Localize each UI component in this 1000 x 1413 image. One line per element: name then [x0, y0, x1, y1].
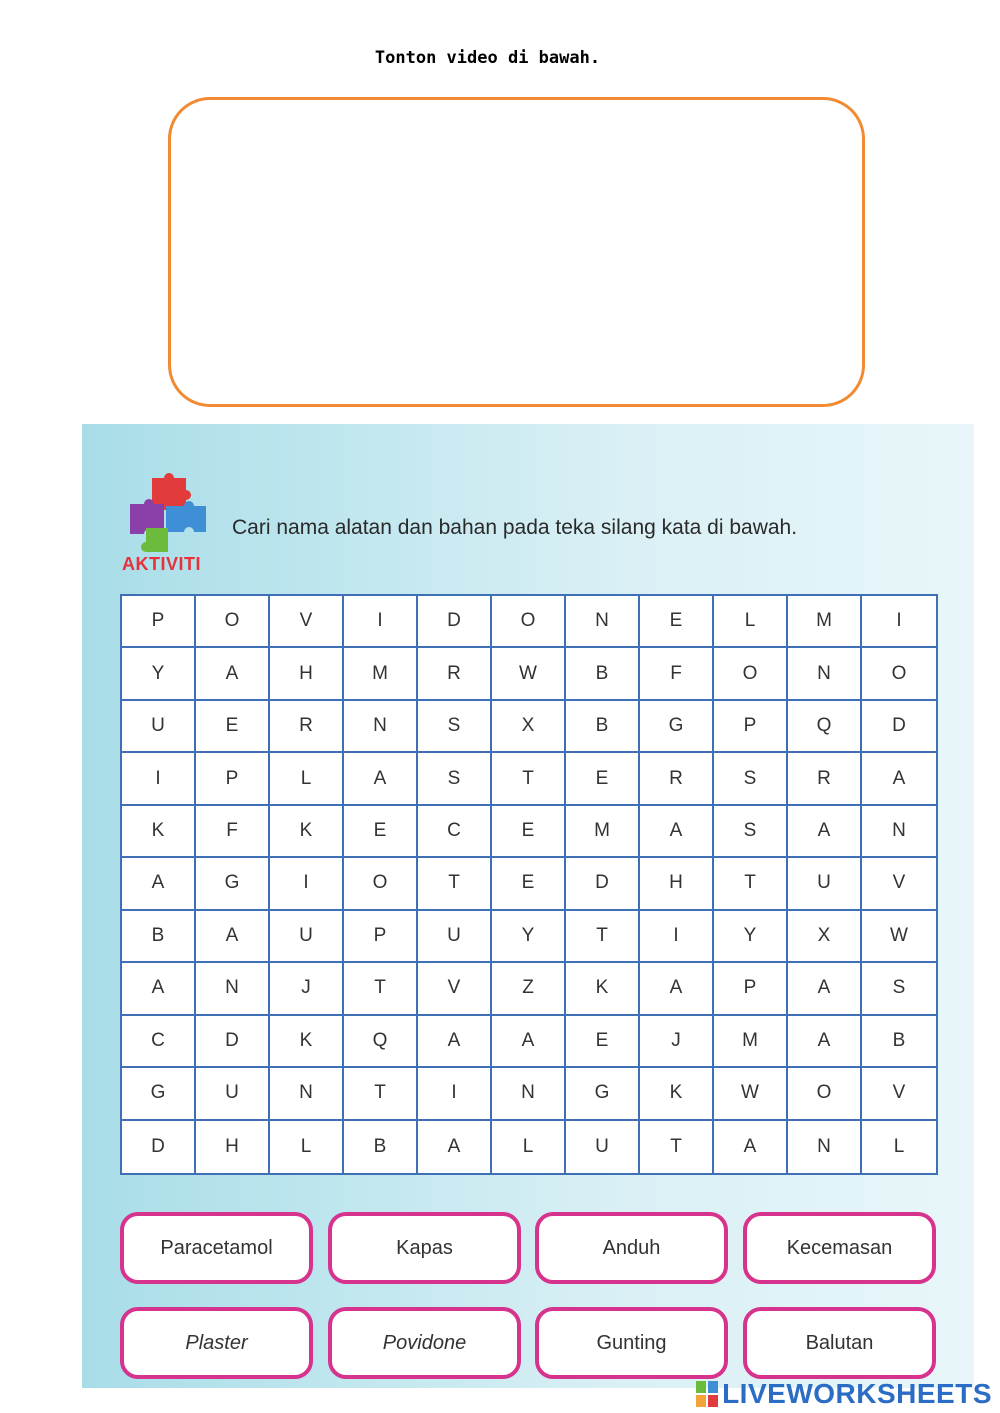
grid-cell[interactable]: I	[344, 596, 418, 648]
puzzle-icon	[122, 466, 218, 556]
word-card[interactable]: Kapas	[328, 1212, 521, 1284]
grid-cell[interactable]: I	[862, 596, 936, 648]
grid-cell[interactable]: H	[270, 648, 344, 700]
activity-logo	[122, 466, 218, 576]
grid-cell[interactable]: N	[788, 1121, 862, 1173]
grid-cell[interactable]: E	[640, 596, 714, 648]
grid-cell[interactable]: X	[492, 701, 566, 753]
grid-cell[interactable]: M	[714, 1016, 788, 1068]
grid-cell[interactable]: Q	[788, 701, 862, 753]
grid-cell[interactable]: N	[196, 963, 270, 1015]
word-search-grid	[120, 594, 938, 1175]
grid-cell[interactable]: A	[788, 963, 862, 1015]
grid-cell[interactable]: A	[122, 963, 196, 1015]
grid-cell[interactable]: K	[270, 806, 344, 858]
grid-cell[interactable]: T	[566, 911, 640, 963]
grid-cell[interactable]: P	[344, 911, 418, 963]
grid-cell[interactable]: A	[640, 963, 714, 1015]
grid-cell[interactable]: U	[566, 1121, 640, 1173]
grid-cell[interactable]: N	[344, 701, 418, 753]
grid-cell[interactable]: I	[270, 858, 344, 910]
grid-cell[interactable]: T	[344, 1068, 418, 1120]
grid-cell[interactable]: K	[640, 1068, 714, 1120]
grid-cell[interactable]: N	[862, 806, 936, 858]
grid-cell[interactable]: L	[714, 596, 788, 648]
grid-cell[interactable]: N	[788, 648, 862, 700]
grid-cell[interactable]: G	[122, 1068, 196, 1120]
grid-cell[interactable]: Y	[122, 648, 196, 700]
grid-cell[interactable]: I	[122, 753, 196, 805]
brand-logo	[696, 1378, 992, 1410]
grid-cell[interactable]: U	[122, 701, 196, 753]
grid-cell[interactable]: T	[714, 858, 788, 910]
grid-cell[interactable]: A	[122, 858, 196, 910]
grid-cell[interactable]: C	[418, 806, 492, 858]
grid-cell[interactable]: G	[566, 1068, 640, 1120]
grid-cell[interactable]: R	[640, 753, 714, 805]
grid-cell[interactable]: Y	[714, 911, 788, 963]
word-card[interactable]: Povidone	[328, 1307, 521, 1379]
grid-cell[interactable]: T	[492, 753, 566, 805]
grid-cell[interactable]: A	[714, 1121, 788, 1173]
grid-cell[interactable]: D	[196, 1016, 270, 1068]
grid-cell[interactable]: J	[270, 963, 344, 1015]
grid-cell[interactable]: R	[270, 701, 344, 753]
word-card[interactable]: Kecemasan	[743, 1212, 936, 1284]
grid-cell[interactable]: R	[418, 648, 492, 700]
grid-cell[interactable]: S	[714, 753, 788, 805]
grid-cell[interactable]: O	[788, 1068, 862, 1120]
grid-cell[interactable]: O	[714, 648, 788, 700]
grid-cell[interactable]: A	[788, 806, 862, 858]
grid-cell[interactable]: A	[344, 753, 418, 805]
grid-cell[interactable]: V	[862, 1068, 936, 1120]
grid-cell[interactable]: G	[196, 858, 270, 910]
task-instruction: Cari nama alatan dan bahan pada teka silang kata di bawah.	[232, 516, 798, 539]
grid-cell[interactable]: P	[714, 963, 788, 1015]
grid-cell[interactable]: O	[492, 596, 566, 648]
grid-cell[interactable]: E	[492, 806, 566, 858]
grid-cell[interactable]: V	[270, 596, 344, 648]
grid-cell[interactable]: E	[344, 806, 418, 858]
grid-cell[interactable]: B	[862, 1016, 936, 1068]
grid-cell[interactable]: Z	[492, 963, 566, 1015]
activity-label: AKTIVITI	[122, 554, 201, 574]
grid-cell[interactable]: K	[122, 806, 196, 858]
grid-cell[interactable]: P	[714, 701, 788, 753]
grid-cell[interactable]: A	[862, 753, 936, 805]
grid-cell[interactable]: O	[196, 596, 270, 648]
grid-cell[interactable]: A	[640, 806, 714, 858]
grid-cell[interactable]: T	[640, 1121, 714, 1173]
grid-cell[interactable]: L	[893, 1135, 905, 1157]
grid-cell[interactable]: U	[196, 1068, 270, 1120]
grid-cell[interactable]: A	[788, 1016, 862, 1068]
grid-cell[interactable]: L	[492, 1121, 566, 1173]
grid-cell[interactable]: W	[862, 911, 936, 963]
word-card[interactable]: Paracetamol	[120, 1212, 313, 1284]
grid-cell[interactable]: A	[418, 1016, 492, 1068]
grid-cell[interactable]: S	[714, 806, 788, 858]
grid-cell[interactable]: G	[640, 701, 714, 753]
grid-cell[interactable]: I	[640, 911, 714, 963]
grid-cell[interactable]: A	[418, 1121, 492, 1173]
grid-cell[interactable]: Y	[492, 911, 566, 963]
grid-cell[interactable]: S	[862, 963, 936, 1015]
grid-cell[interactable]: N	[566, 596, 640, 648]
grid-cell[interactable]: H	[196, 1121, 270, 1173]
grid-cell[interactable]: F	[196, 806, 270, 858]
grid-cell[interactable]: C	[122, 1016, 196, 1068]
grid-cell[interactable]: K	[270, 1016, 344, 1068]
grid-cell[interactable]: B	[344, 1121, 418, 1173]
grid-cell[interactable]: B	[122, 911, 196, 963]
grid-cell[interactable]: A	[196, 911, 270, 963]
grid-cell[interactable]: E	[566, 753, 640, 805]
grid-cell[interactable]: W	[492, 648, 566, 700]
video-placeholder[interactable]	[168, 97, 865, 407]
grid-cell[interactable]: W	[714, 1068, 788, 1120]
grid-cell[interactable]: T	[344, 963, 418, 1015]
grid-cell[interactable]: B	[566, 701, 640, 753]
grid-cell[interactable]: M	[788, 596, 862, 648]
grid-cell[interactable]: O	[344, 858, 418, 910]
brand-text: LIVEWORKSHEETS	[722, 1378, 992, 1409]
grid-cell[interactable]: A	[196, 648, 270, 700]
grid-cell[interactable]: E	[566, 1016, 640, 1068]
word-card[interactable]: Plaster	[120, 1307, 313, 1379]
grid-cell[interactable]: D	[862, 701, 936, 753]
grid-cell[interactable]: D	[122, 1121, 196, 1173]
grid-cell[interactable]: M	[566, 806, 640, 858]
grid-cell[interactable]: J	[640, 1016, 714, 1068]
liveworksheets-icon	[696, 1381, 718, 1407]
word-card[interactable]: Anduh	[535, 1212, 728, 1284]
grid-cell[interactable]: N	[270, 1068, 344, 1120]
grid-cell[interactable]: V	[862, 858, 936, 910]
grid-cell[interactable]: B	[566, 648, 640, 700]
grid-cell[interactable]: K	[566, 963, 640, 1015]
grid-cell[interactable]: L	[270, 753, 344, 805]
word-card[interactable]: Balutan	[743, 1307, 936, 1379]
grid-cell[interactable]: U	[418, 911, 492, 963]
grid-cell[interactable]: Q	[344, 1016, 418, 1068]
grid-cell[interactable]: U	[788, 858, 862, 910]
grid-cell[interactable]: D	[566, 858, 640, 910]
grid-cell[interactable]: I	[418, 1068, 492, 1120]
grid-cell[interactable]: S	[418, 753, 492, 805]
grid-cell[interactable]: D	[418, 596, 492, 648]
grid-cell[interactable]: A	[492, 1016, 566, 1068]
grid-cell[interactable]: P	[196, 753, 270, 805]
grid-cell[interactable]: M	[344, 648, 418, 700]
grid-cell[interactable]: S	[418, 701, 492, 753]
grid-cell[interactable]: E	[196, 701, 270, 753]
word-card[interactable]: Gunting	[535, 1307, 728, 1379]
grid-cell[interactable]: T	[418, 858, 492, 910]
grid-cell[interactable]: E	[492, 858, 566, 910]
grid-cell[interactable]: P	[122, 596, 196, 648]
instruction-text: Tonton video di bawah.	[374, 48, 601, 68]
grid-cell[interactable]: F	[640, 648, 714, 700]
grid-cell[interactable]: L	[270, 1121, 344, 1173]
grid-cell[interactable]: V	[418, 963, 492, 1015]
grid-cell[interactable]: H	[640, 858, 714, 910]
grid-cell[interactable]: U	[270, 911, 344, 963]
grid-cell[interactable]: O	[862, 648, 936, 700]
grid-cell[interactable]: X	[788, 911, 862, 963]
grid-cell[interactable]: N	[492, 1068, 566, 1120]
grid-cell[interactable]: R	[788, 753, 862, 805]
